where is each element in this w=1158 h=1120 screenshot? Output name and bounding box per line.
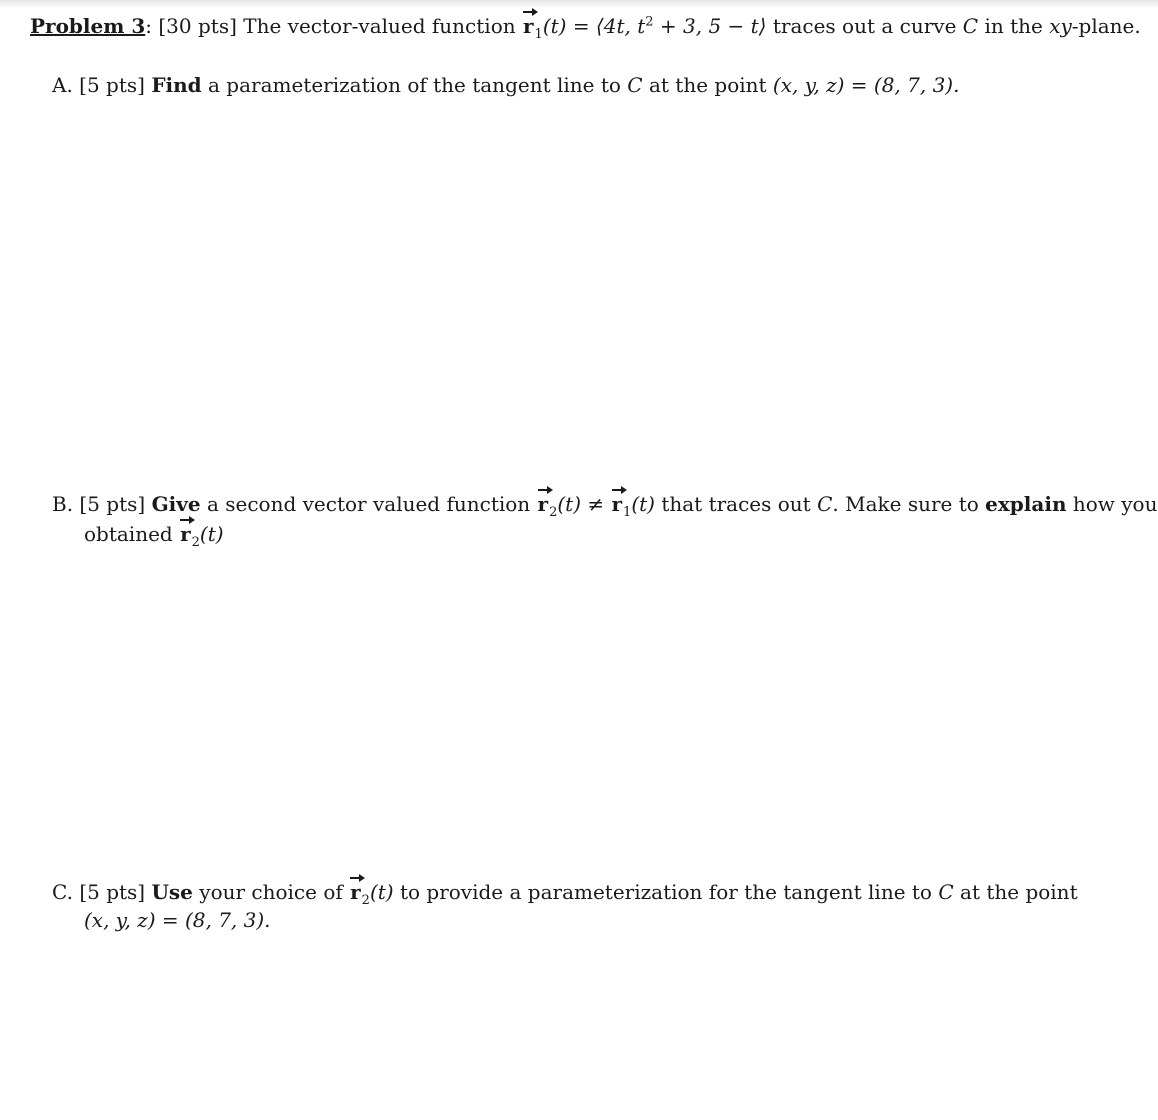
problem-text-before: The vector-valued function xyxy=(243,14,516,38)
part-b-line-2 xyxy=(84,522,224,550)
r1-definition: (t) = ⟨4t, t xyxy=(542,14,646,38)
part-a-curve: C xyxy=(627,73,643,97)
part-c-text: your choice of xyxy=(199,880,343,904)
plane-math: xy xyxy=(1049,14,1072,38)
problem-in-the: in the xyxy=(984,14,1043,38)
r1-subscript-b: 1 xyxy=(623,505,632,520)
page-top-edge xyxy=(0,0,1158,8)
part-b-line2-text: obtained xyxy=(84,522,173,546)
r2-subscript-c: 2 xyxy=(361,893,370,908)
r1-exponent: 2 xyxy=(645,14,654,30)
part-c-verb: Use xyxy=(151,880,193,904)
part-c-label: C. xyxy=(52,880,73,904)
part-a-verb: Find xyxy=(151,73,202,97)
part-b-verb2: explain xyxy=(985,492,1067,516)
r2-vector: r xyxy=(537,492,549,516)
r1-subscript: 1 xyxy=(534,27,543,42)
part-c-text2: to provide a parameterization for the tangent line to xyxy=(399,880,932,904)
part-b-text: a second vector valued function xyxy=(206,492,531,516)
part-a-text: a parameterization of the tangent line to xyxy=(208,73,621,97)
part-a-point: (x, y, z) = (8, 7, 3). xyxy=(772,73,960,97)
r2-subscript: 2 xyxy=(549,505,558,520)
part-a-text2: at the point xyxy=(648,73,767,97)
part-a-points: [5 pts] xyxy=(79,73,145,97)
r2-vector-b2: r xyxy=(180,522,191,546)
part-b-points: [5 pts] xyxy=(79,492,146,516)
r2-vector-c: r xyxy=(350,880,361,904)
curve-symbol: C xyxy=(962,14,979,38)
part-c-points: [5 pts] xyxy=(79,880,146,904)
part-b-verb: Give xyxy=(151,492,201,516)
plane-text: -plane. xyxy=(1071,14,1141,38)
r1-definition-rest: + 3, 5 − t⟩ xyxy=(653,14,767,38)
part-b-label: B. xyxy=(52,492,74,516)
part-b-line-1 xyxy=(52,492,1158,520)
part-b-text2: that traces out xyxy=(661,492,811,516)
r2-arg-b2: (t) xyxy=(199,522,224,546)
r2-arg-neq: (t) ≠ xyxy=(557,492,605,516)
problem-statement xyxy=(30,14,1141,42)
part-c-text3: at the point xyxy=(960,880,1078,904)
problem-points: [30 pts] xyxy=(158,14,237,38)
part-b-text3: . Make sure to xyxy=(832,492,979,516)
part-c-point: (x, y, z) = (8, 7, 3). xyxy=(84,908,271,932)
problem-heading: Problem 3 xyxy=(30,14,146,38)
r2-subscript-b2: 2 xyxy=(191,535,200,550)
part-a-label: A. xyxy=(52,73,73,97)
part-b-text4: how you xyxy=(1072,492,1158,516)
r1-vector: r xyxy=(522,14,534,38)
part-c-curve: C xyxy=(938,880,954,904)
problem-heading-colon: : xyxy=(145,14,153,38)
part-a xyxy=(52,73,959,97)
r1-vector-b: r xyxy=(611,492,623,516)
problem-text-after: traces out a curve xyxy=(772,14,957,38)
part-c-line-1 xyxy=(52,880,1078,908)
r1-arg-b: (t) xyxy=(631,492,655,516)
part-c-line-2 xyxy=(84,908,271,932)
r2-arg-c: (t) xyxy=(369,880,394,904)
part-b-curve: C xyxy=(817,492,833,516)
